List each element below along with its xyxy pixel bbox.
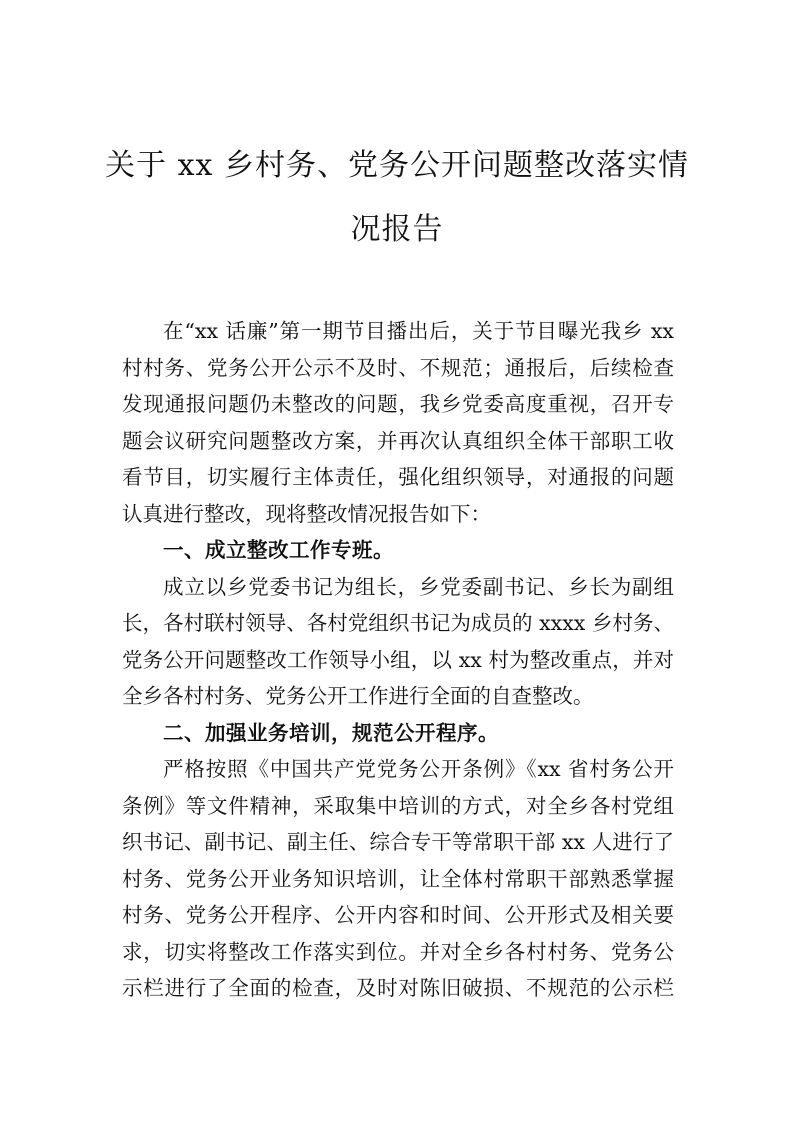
paragraph-3-line: 织书记、副书记、副主任、综合专干等常职干部 xx 人进行了 [122, 830, 674, 854]
paragraph-3-line: 村务、党务公开程序、公开内容和时间、公开形式及相关要 [122, 903, 674, 927]
paragraph-3-line: 条例》等文件精神，采取集中培训的方式，对全乡各村党组 [122, 793, 674, 818]
paragraph-3-line: 求，切实将整改工作落实到位。并对全乡各村村务、党务公 [122, 939, 674, 964]
section-heading-1: 一、成立整改工作专班。 [163, 538, 394, 562]
paragraph-2-line: 全乡各村村务、党务公开工作进行全面的自查整改。 [122, 684, 594, 708]
paragraph-1-line: 题会议研究问题整改方案，并再次认真组织全体干部职工收 [122, 428, 674, 453]
paragraph-2-line: 党务公开问题整改工作领导小组，以 xx 村为整改重点，并对 [122, 647, 674, 672]
paragraph-1-line: 看节目，切实履行主体责任，强化组织领导，对通报的问题 [122, 465, 674, 489]
section-heading-2: 二、加强业务培训，规范公开程序。 [163, 720, 499, 745]
paragraph-2-line: 长，各村联村领导、各村党组织书记为成员的 xxxx 乡村务、 [122, 611, 674, 635]
paragraph-1-line: 村村务、党务公开公示不及时、不规范；通报后，后续检查 [122, 355, 674, 380]
paragraph-1-line: 在“xx 话廉”第一期节目播出后，关于节目曝光我乡 xx [163, 319, 674, 343]
document-title-line-2: 况报告 [350, 212, 444, 247]
paragraph-2-line: 成立以乡党委书记为组长，乡党委副书记、乡长为副组 [163, 574, 674, 599]
document-title-line-1: 关于 xx 乡村务、党务公开问题整改落实情 [105, 148, 689, 183]
paragraph-1-line: 认真进行整改，现将整改情况报告如下： [122, 501, 491, 526]
document-body [122, 313, 674, 1007]
paragraph-3-line: 示栏进行了全面的检查，及时对陈旧破损、不规范的公示栏 [122, 976, 674, 1000]
paragraph-3-line: 村务、党务公开业务知识培训，让全体村常职干部熟悉掌握 [122, 866, 674, 891]
paragraph-3-line: 严格按照《中国共产党党务公开条例》《xx 省村务公开 [163, 757, 674, 781]
paragraph-1-line: 发现通报问题仍未整改的问题，我乡党委高度重视，召开专 [122, 392, 674, 416]
